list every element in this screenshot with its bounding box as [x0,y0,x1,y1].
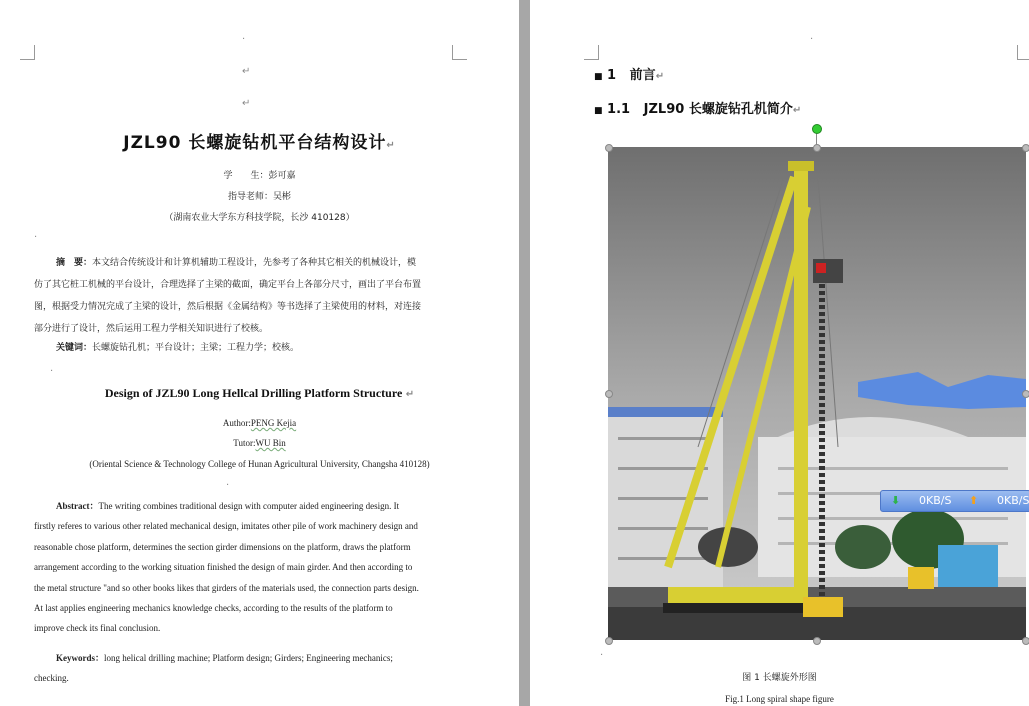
page-title: JZL90 长螺旋钻机平台结构设计↵ [123,133,396,153]
margin-corner-top-right [1017,45,1029,60]
figure-caption-cn: 图 1 长螺旋外形图 [742,673,817,683]
resize-handle-r[interactable] [1022,390,1029,398]
resize-handle-br[interactable] [1022,637,1029,645]
figure-caption-en: Fig.1 Long spiral shape figure [725,694,834,704]
rotate-handle[interactable] [812,124,822,134]
resize-handle-b[interactable] [813,637,821,645]
paragraph-mark-icon: · [50,366,54,377]
download-speed: 0KB/S [919,494,952,507]
resize-handle-l[interactable] [605,390,613,398]
keywords-cn: 关键词：长螺旋钻孔机；平台设计；主梁；工程力学；校核。 [56,343,300,353]
paragraph-mark-icon: ↵ [242,66,251,77]
advisor-line: 指导老师：吴彬 [227,192,291,202]
paragraph-mark-icon: · [600,650,604,661]
upload-speed: 0KB/S [997,494,1029,507]
paragraph-mark-icon: · [226,480,230,491]
paragraph-mark-icon: · [34,232,38,243]
student-line: 学 生：彭可嘉 [223,171,296,181]
resize-handle-tl[interactable] [605,144,613,152]
document-page-right[interactable] [530,0,1029,706]
paragraph-mark-icon: ↵ [242,98,251,109]
english-tutor: Tutor:WU Bin [233,438,286,448]
resize-handle-t[interactable] [813,144,821,152]
margin-corner-top-left [584,45,599,60]
drilling-rig-photo[interactable] [608,147,1026,640]
keywords-en: Keywords：long helical drilling machine; Platform design; Girders; Engineering mechanics; checking. [34,653,393,684]
heading-1: ■ 1 前言↵ [594,68,665,83]
resize-handle-tr[interactable] [1022,144,1029,152]
english-author: Author:PENG Kejia [222,418,297,428]
heading-2: ■ 1.1 JZL90 长螺旋钻孔机简介↵ [594,102,802,117]
margin-corner-top-right [452,45,467,60]
abstract-cn: 摘 要：本文结合传统设计和计算机辅助工程设计，先参考了各种其它相关的机械设计，模 仿了其它桩工机械的平台设计，合理选择了主梁的截面，确定平台上各部分尺寸，画出了平台布置 图，根据受力情况完成了主梁的设计，然后根据《金属结构》等书选择了主梁使用的材料，对连接 部分进行了设计，然后运用工程力学相关知识进行了校核。 [34,258,422,334]
affiliation-line: （湖南农业大学东方科技学院，长沙 410128） [164,213,355,223]
margin-corner-top-left [20,45,35,60]
upload-arrow-icon: ⬆ [969,494,979,507]
page-gutter [519,0,530,706]
paragraph-mark-icon: · [810,34,814,45]
english-title: Design of JZL90 Long Hellcal Drilling Platform Structure ↵ [104,386,415,400]
network-speed-widget[interactable] [880,490,1029,512]
download-arrow-icon: ⬇ [891,494,901,507]
paragraph-mark-icon: · [242,34,246,45]
resize-handle-bl[interactable] [605,637,613,645]
english-affiliation: (Oriental Science & Technology College of Hunan Agricultural University, Changsha 410128) [89,459,430,469]
abstract-en: Abstract：The writing combines traditional design with computer aided engineering design. It firstly referes to various other related mechanical design, imitates other pile of work machinery design and reasonable chose platform, determines the section girder dimensions on the platform, draws the platform arrangement according to the working situation finished the design of main girder. And then according to the metal structure "and so other books likes that girders of the materials used, the connection parts design. At last applies engineering mechanics knowledge checks, according to the results of the platform to improve check its final conclusion. [34,501,419,634]
